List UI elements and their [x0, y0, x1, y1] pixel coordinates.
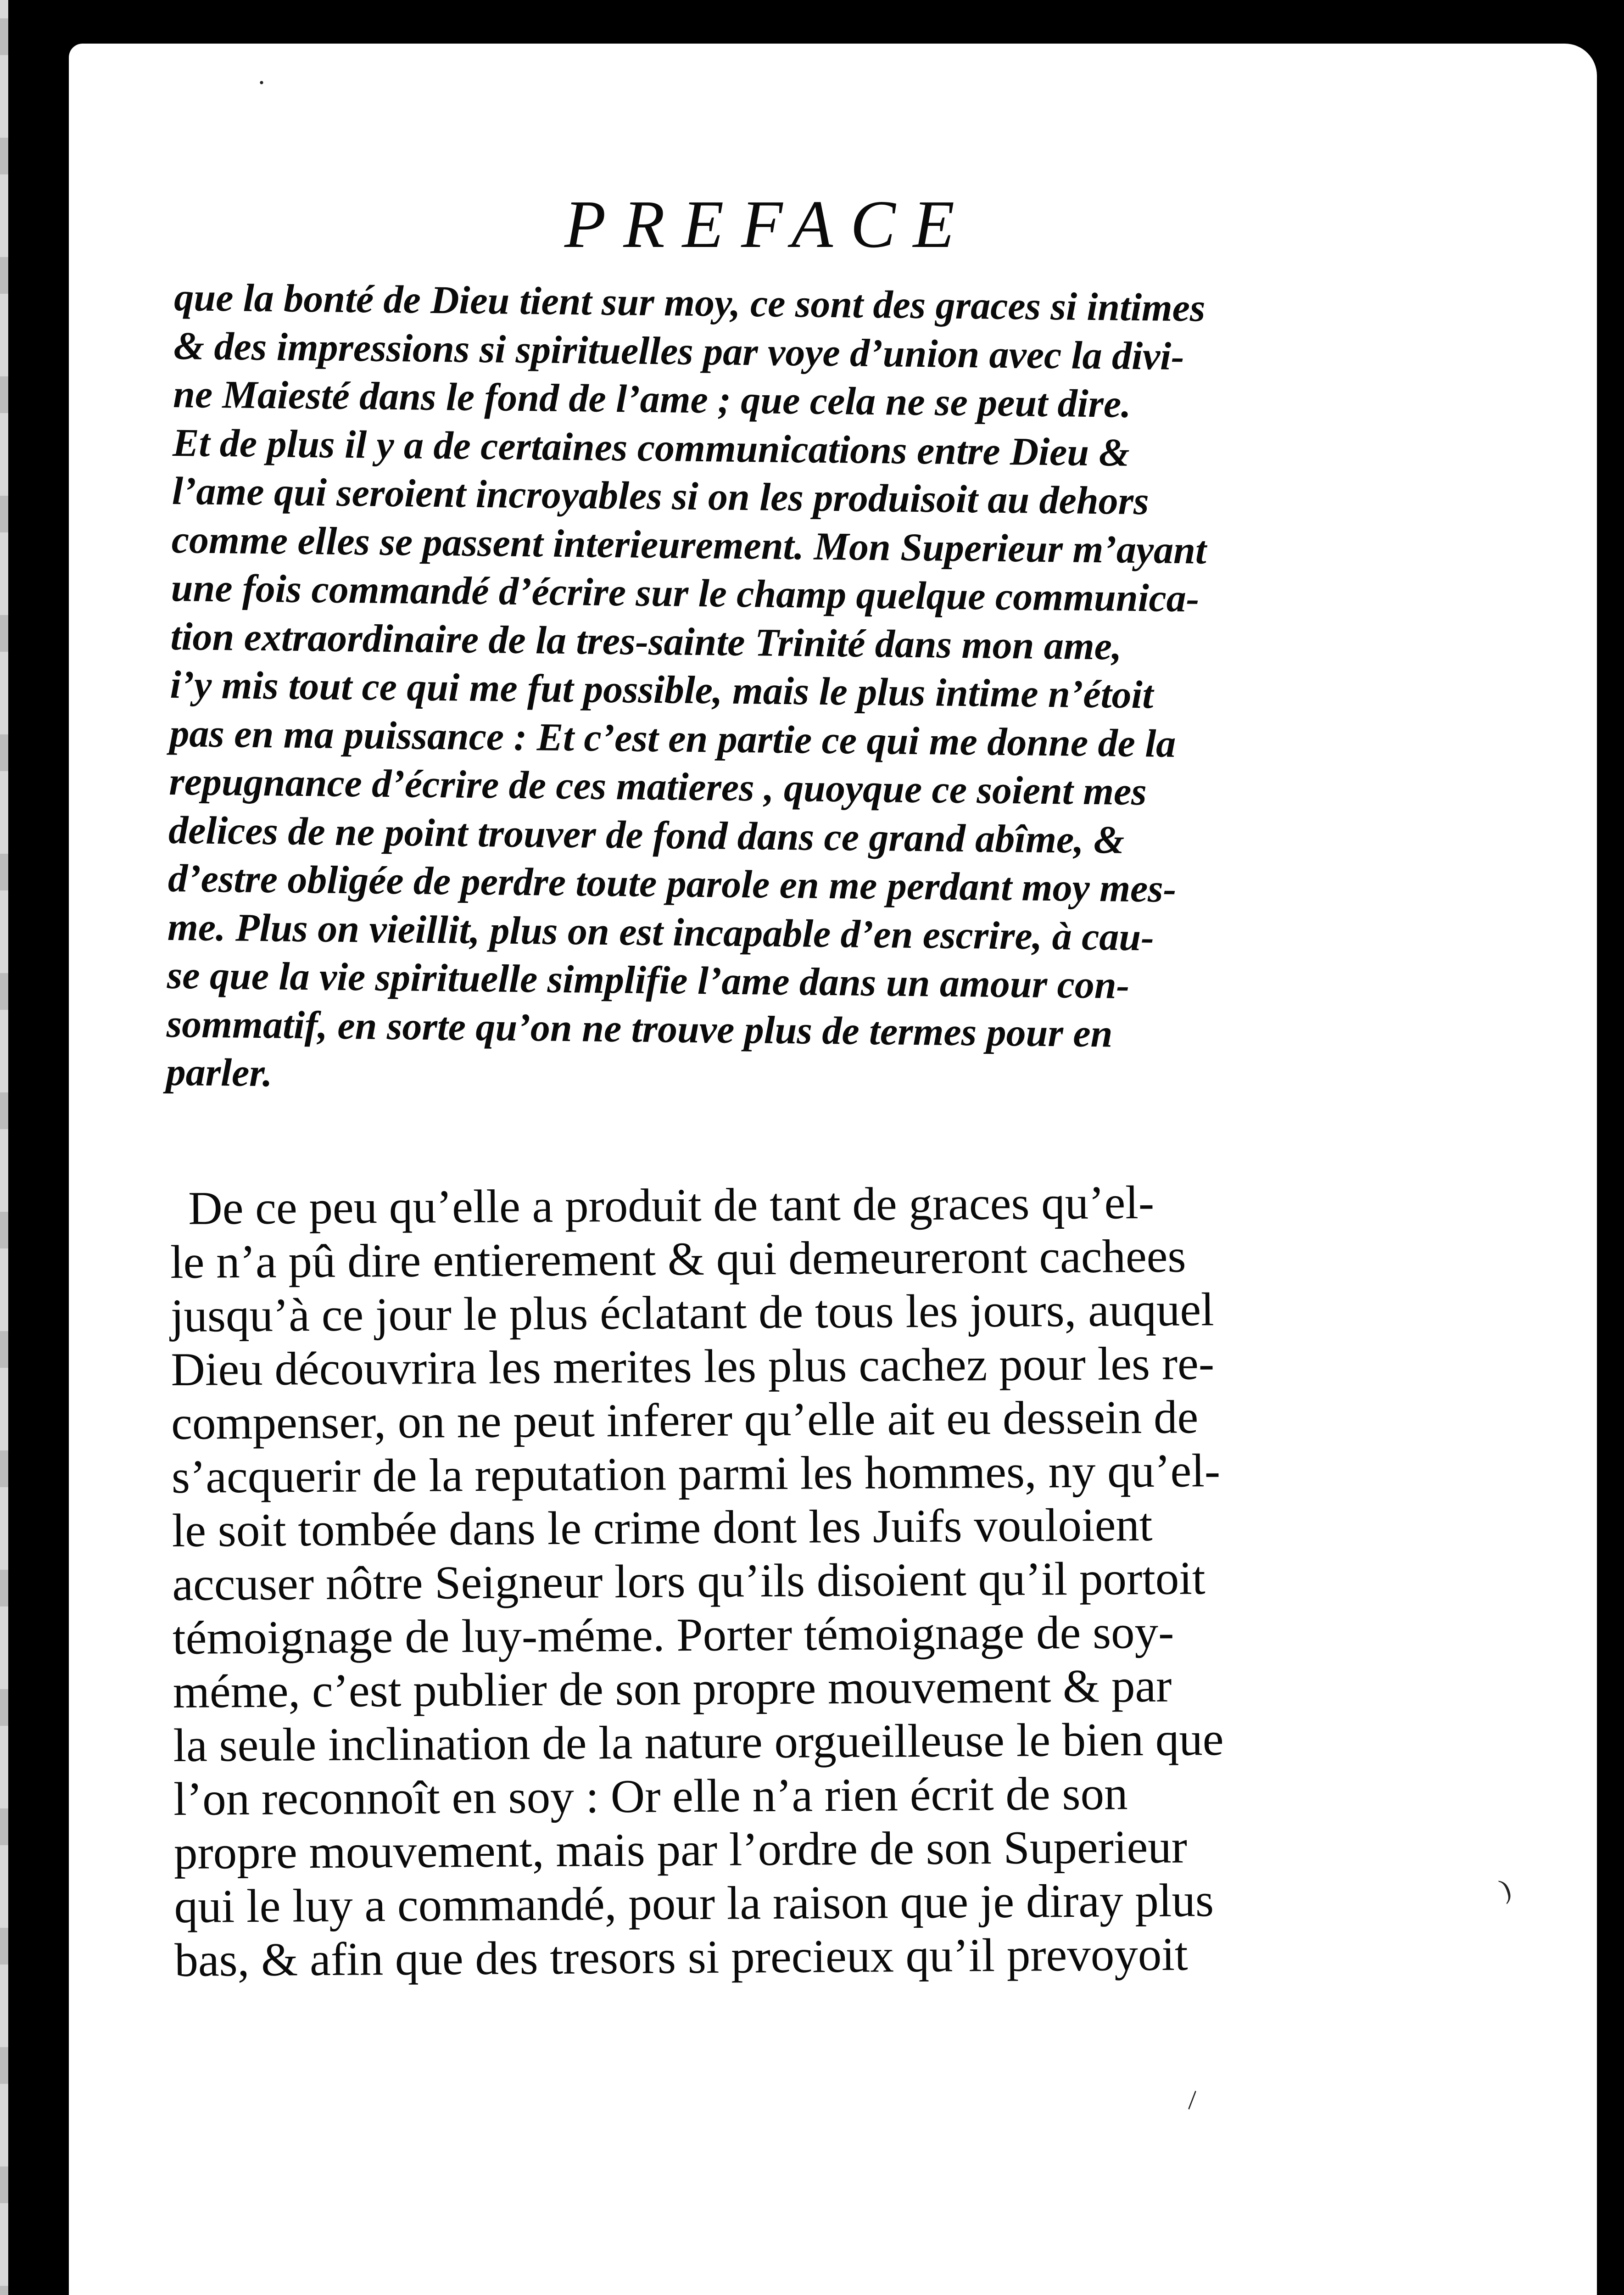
body-paragraph — [170, 1175, 1340, 1987]
italic-quotation-block — [166, 273, 1322, 1108]
italic-line: delices de ne point trouver de fond dans ce grand abîme, & — [168, 807, 1125, 862]
body-line: méme, c’est publier de son propre mouvement & par — [173, 1659, 1172, 1718]
body-line: propre mouvement, mais par l’ordre de son Superieur — [173, 1820, 1188, 1879]
body-line: qui le luy a commandé, pour la raison que je diray plus — [174, 1874, 1214, 1933]
ink-speck: · — [257, 67, 266, 98]
body-line: bas, & afin que des tresors si precieux qu’il prevoyoit — [174, 1928, 1188, 1987]
italic-line: une fois commandé d’écrire sur le champ quelque communica- — [171, 565, 1200, 621]
italic-line: pas en ma puissance : Et c’est en partie ce qui me donne de la — [169, 711, 1176, 766]
italic-line: d’estre obligée de perdre toute parole en me perdant moy mes- — [167, 856, 1177, 911]
italic-line: parler. — [166, 1049, 273, 1095]
italic-line: l’ame qui seroient incroyables si on les produisoit au dehors — [172, 468, 1150, 523]
italic-line: me. Plus on vieillit, plus on est incapable d’en escrire, à cau- — [167, 904, 1155, 959]
ink-speck: \ — [1179, 2086, 1205, 2114]
body-line: Dieu découvrira les merites les plus cachez pour les re- — [171, 1337, 1215, 1396]
italic-line: se que la vie spirituelle simplifie l’ame dans un amour con- — [167, 952, 1130, 1007]
italic-line: ne Maiesté dans le fond de l’ame ; que cela ne se peut dire. — [173, 371, 1132, 426]
body-line: témoignage de luy-méme. Porter témoignage de soy- — [172, 1606, 1174, 1664]
body-line: s’acquerir de la reputation parmi les hommes, ny qu’el- — [171, 1444, 1221, 1503]
body-line: le n’a pû dire entierement & qui demeureront cachees — [170, 1230, 1186, 1288]
book-page — [69, 44, 1597, 2295]
body-line: la seule inclination de la nature orgueilleuse le bien que — [173, 1713, 1224, 1772]
body-line: jusqu’à ce jour le plus éclatant de tous les jours, auquel — [170, 1283, 1215, 1342]
italic-line: Et de plus il y a de certaines communications entre Dieu & — [172, 420, 1130, 475]
body-line: accuser nôtre Seigneur lors qu’ils disoient qu’il portoit — [172, 1552, 1205, 1611]
adjacent-page-edge — [0, 0, 8, 2295]
italic-line: & des impressions si spirituelles par voye d’union avec la divi- — [173, 323, 1185, 378]
italic-line: comme elles se passent interieurement. Mon Superieur m’ayant — [171, 517, 1207, 572]
italic-line: i’y mis tout ce qui me fut possible, mais le plus intime n’étoit — [170, 662, 1154, 717]
italic-line: tion extraordinaire de la tres-sainte Trinité dans mon ame, — [170, 614, 1122, 668]
italic-line: sommatif, en sorte qu’on ne trouve plus de termes pour en — [166, 1001, 1113, 1055]
body-line: le soit tombée dans le crime dont les Juifs vouloient — [172, 1498, 1153, 1557]
ink-speck: ) — [1496, 1873, 1515, 1905]
italic-line: que la bonté de Dieu tient sur moy, ce sont des graces si intimes — [173, 274, 1205, 330]
body-line: l’on reconnoît en soy : Or elle n’a rien écrit de son — [173, 1767, 1128, 1825]
italic-line: repugnance d’écrire de ces matieres , quoyque ce soient mes — [168, 759, 1147, 814]
running-head: PREFACE — [564, 187, 972, 262]
body-line: compenser, on ne peut inferer qu’elle ait eu dessein de — [171, 1391, 1199, 1450]
body-line: De ce peu qu’elle a produit de tant de graces qu’el- — [188, 1176, 1155, 1235]
